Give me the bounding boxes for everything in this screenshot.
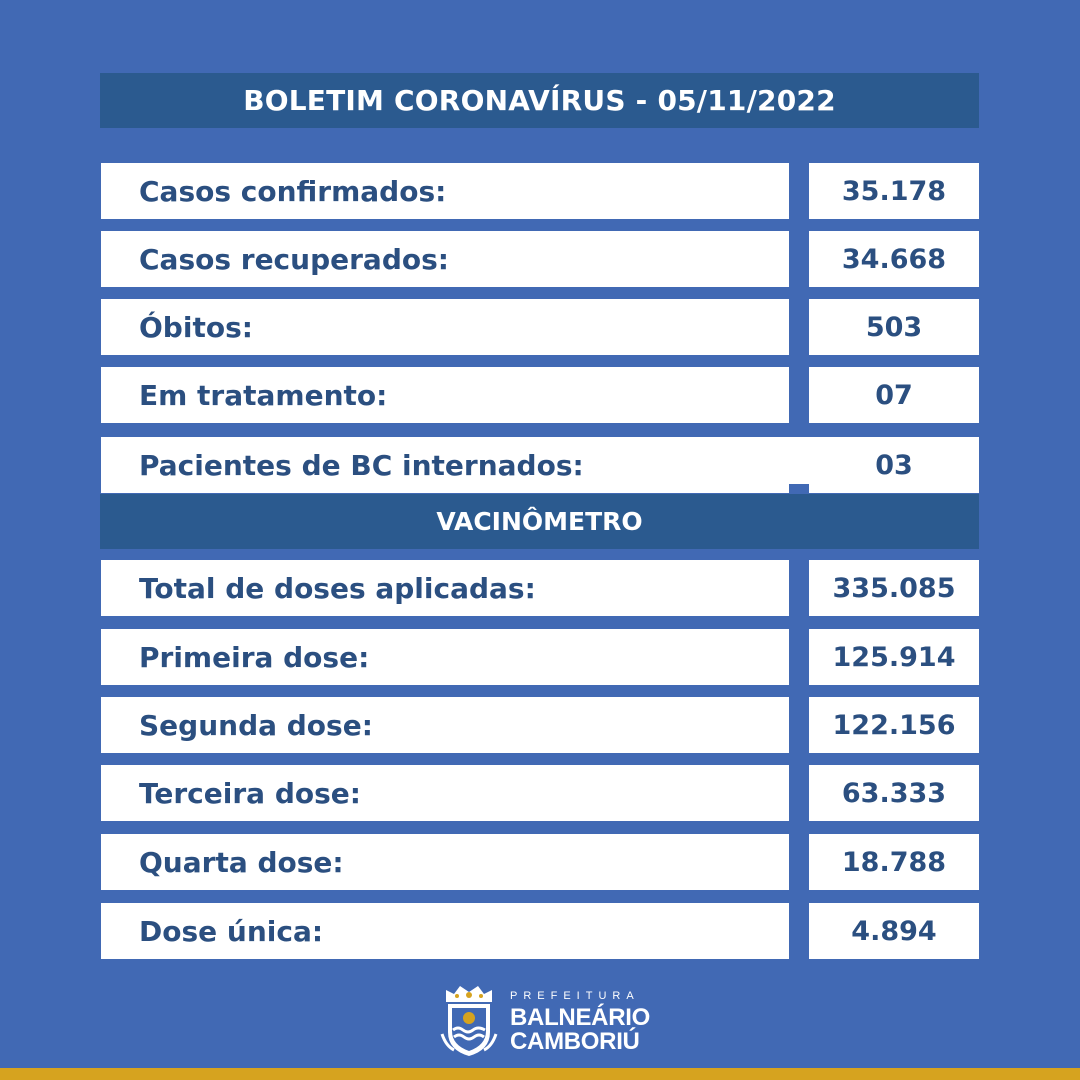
third-dose-value: 63.333 — [809, 765, 979, 821]
hospitalized-label: Pacientes de BC internados: — [101, 437, 789, 493]
prefeitura-logo — [440, 982, 655, 1062]
in-treatment-value: 07 — [809, 367, 979, 423]
total-doses-value: 335.085 — [809, 560, 979, 616]
logo-prefeitura-text: PREFEITURA — [510, 989, 640, 1002]
single-dose-label: Dose única: — [101, 903, 789, 959]
first-dose-label: Primeira dose: — [101, 629, 789, 685]
bottom-accent-strip — [0, 1068, 1080, 1080]
bulletin-title: BOLETIM CORONAVÍRUS - 05/11/2022 — [100, 73, 979, 128]
confirmed-cases-label: Casos confirmados: — [101, 163, 789, 219]
first-dose-value: 125.914 — [809, 629, 979, 685]
recovered-cases-label: Casos recuperados: — [101, 231, 789, 287]
recovered-cases-value: 34.668 — [809, 231, 979, 287]
in-treatment-label: Em tratamento: — [101, 367, 789, 423]
logo-balneario-text: BALNEÁRIO — [510, 1003, 650, 1031]
third-dose-label: Terceira dose: — [101, 765, 789, 821]
hospitalized-value: 03 — [809, 437, 979, 493]
second-dose-value: 122.156 — [809, 697, 979, 753]
vaccine-section-title: VACINÔMETRO — [100, 494, 979, 549]
second-dose-label: Segunda dose: — [101, 697, 789, 753]
coat-of-arms-icon — [440, 984, 498, 1060]
row-connector — [789, 437, 809, 484]
deaths-value: 503 — [809, 299, 979, 355]
fourth-dose-value: 18.788 — [809, 834, 979, 890]
deaths-label: Óbitos: — [101, 299, 789, 355]
logo-camboriu-text: CAMBORIÚ — [510, 1027, 640, 1055]
confirmed-cases-value: 35.178 — [809, 163, 979, 219]
total-doses-label: Total de doses aplicadas: — [101, 560, 789, 616]
fourth-dose-label: Quarta dose: — [101, 834, 789, 890]
single-dose-value: 4.894 — [809, 903, 979, 959]
